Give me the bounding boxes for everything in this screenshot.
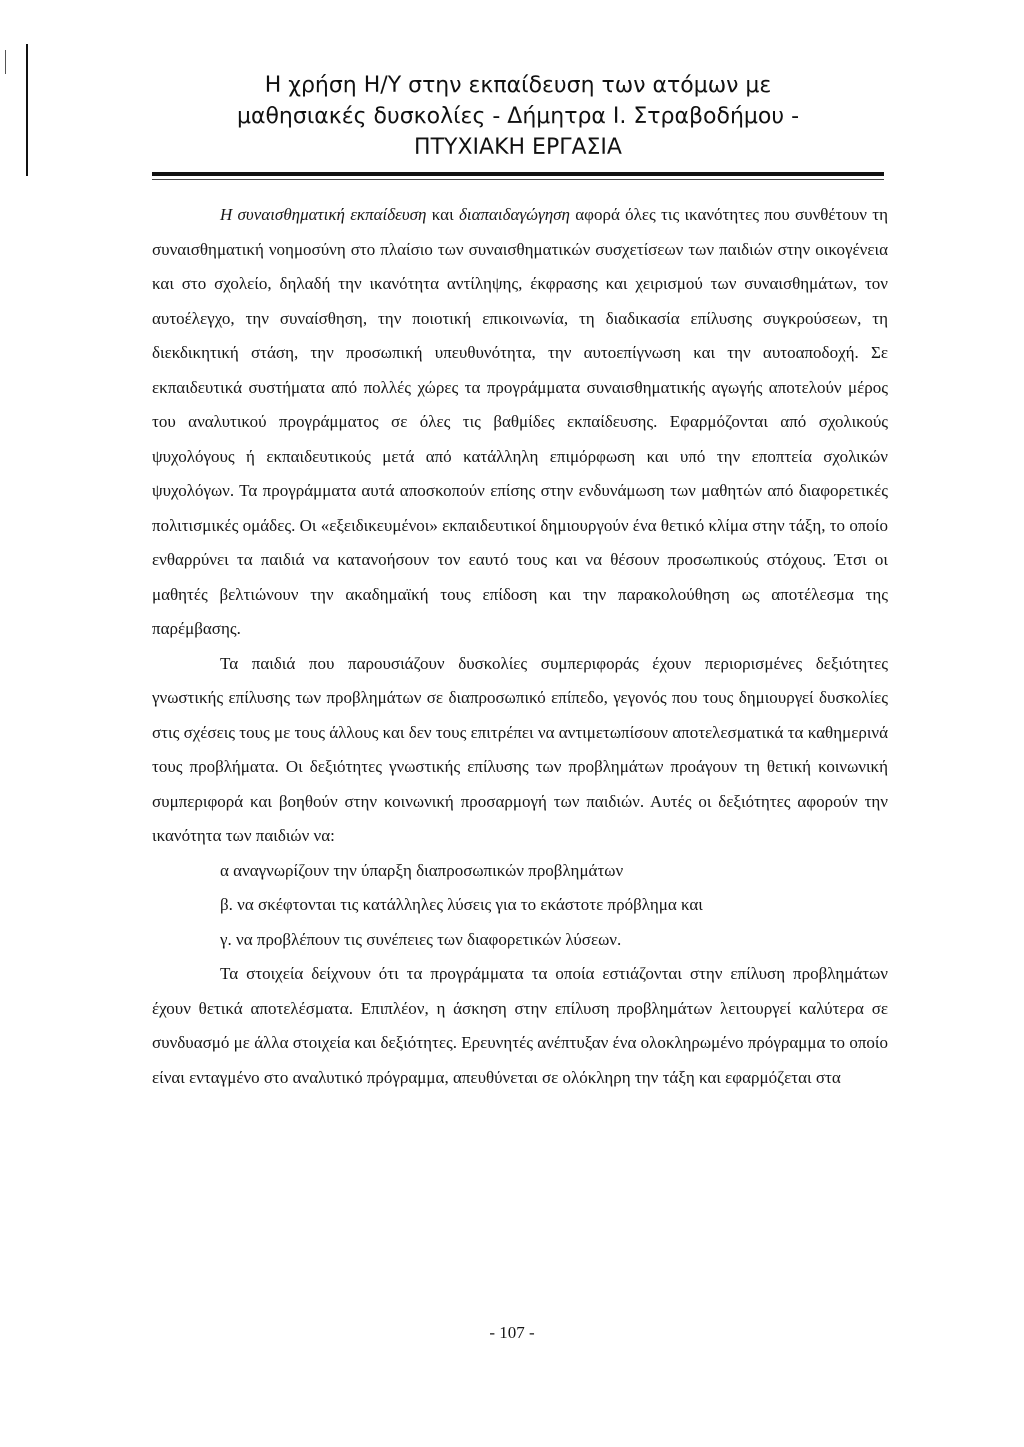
binding-edge-mark [5,50,6,74]
header-title-line-1: Η χρήση Η/Υ στην εκπαίδευση των ατόμων με [264,73,772,98]
header-rule-thin [152,179,884,180]
running-header [150,70,886,163]
list-item: β. να σκέφτονται τις κατάλληλες λύσεις για το εκάστοτε πρόβλημα και [220,895,703,914]
skills-list [152,854,888,958]
binding-edge-line [26,44,28,176]
term-upbringing: διαπαιδαγώγηση [458,205,570,224]
list-item: γ. να προβλέπουν τις συνέπειες των διαφορετικών λύσεων. [220,929,622,949]
paragraph-3: Τα στοιχεία δείχνουν ότι τα προγράμματα τα οποία εστιάζονται στην επίλυση προβλημάτων έχουν θετικά αποτελέσματα. Επιπλέον, η άσκηση στην επίλυση προβλημάτων λειτουργεί καλύτερα σε συνδυασμό με άλλα στοιχεία και δεξιότητες. Ερευνητές ανέπτυξαν ένα ολοκληρωμένο πρόγραμμα το οποίο είναι ενταγμένο στο αναλυτικό πρόγραμμα, απευθύνεται σε ολόκληρη την τάξη και εφαρμόζεται στα [152,964,888,1087]
paragraph-2: Τα παιδιά που παρουσιάζουν δυσκολίες συμπεριφοράς έχουν περιορισμένες δεξιότητες γνωστικής επίλυσης των προβλημάτων σε διαπροσωπικό επίπεδο, γεγονός που τους δημιουργεί δυσκολίες στις σχέσεις τους με τους άλλους και δεν τους επιτρέπει να αντιμετωπίσουν αποτελεσματικά τα καθημερινά τους προβλήματα. Οι δεξιότητες γνωστικής επίλυσης των προβλημάτων προάγουν τη θετική κοινωνική συμπεριφορά και βοηθούν στην κοινωνική προσαρμογή των παιδιών. Αυτές οι δεξιότητες αφορούν την ικανότητα των παιδιών να: [152,653,888,845]
term-emotional-education: Η συναισθηματική εκπαίδευση [220,205,427,224]
conjunction: και [426,205,459,224]
page-number: - 107 - [489,1323,535,1342]
list-item: α αναγνωρίζουν την ύπαρξη διαπροσωπικών προβλημάτων [220,860,624,880]
header-title-line-2: μαθησιακές δυσκολίες - Δήμητρα Ι. Στραβοδήμου - [236,104,800,129]
body-text [152,198,888,1095]
paragraph-1 [152,198,888,647]
paragraph-1-text: αφορά όλες τις ικανότητες που συνθέτουν τη συναισθηματική νοημοσύνη στο πλαίσιο των συναισθηματικών συσχετίσεων των παιδιών στην οικογένεια και στο σχολείο, δηλαδή την ικανότητα αντίληψης, έκφρασης και χειρισμού των συναισθημάτων, τον αυτοέλεγχο, την συναίσθηση, την ποιοτική επικοινωνία, τη διαδικασία επίλυσης συγκρούσεων, τη διεκδικητική στάση, την προσωπική υπευθυνότητα, την αυτοεπίγνωση και την αυτοαποδοχή. Σε εκπαιδευτικά συστήματα από πολλές χώρες τα προγράμματα συναισθηματικής αγωγής αποτελούν μέρος του αναλυτικού προγράμματος σε όλες τις βαθμίδες εκπαίδευσης. Εφαρμόζονται από σχολικούς ψυχολόγους ή εκπαιδευτικούς μετά από κατάλληλη επιμόρφωση και υπό την εποπτεία σχολικών ψυχολόγων. Τα προγράμματα αυτά αποσκοπούν επίσης στην ενδυνάμωση των μαθητών από διαφορετικές πολιτισμικές ομάδες. Οι «εξειδικευμένοι» εκπαιδευτικοί δημιουργούν ένα θετικό κλίμα στην τάξη, το οποίο ενθαρρύνει τα παιδιά να κατανοήσουν τον εαυτό τους και να θέσουν προσωπικούς στόχους. Έτσι οι μαθητές βελτιώνουν την ακαδημαϊκή τους επίδοση και την παρακολούθηση ως αποτέλεσμα της παρέμβασης. [152,205,888,638]
header-title-line-3: ΠΤΥΧΙΑΚΗ ΕΡΓΑΣΙΑ [414,135,622,160]
header-rule-thick [152,172,884,176]
